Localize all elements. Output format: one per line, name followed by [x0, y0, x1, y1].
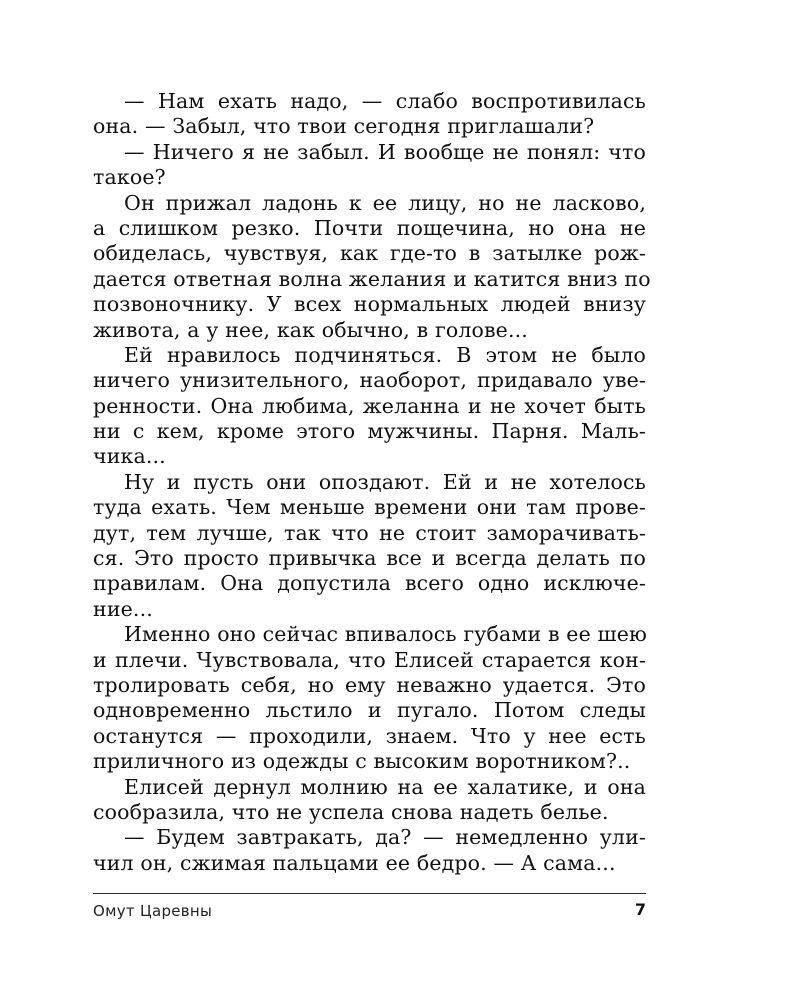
text-line: обиделась, чувствуя, как где-то в затылке рож-: [93, 241, 646, 266]
text-line: сообразила, что не успела снова надеть белье.: [93, 799, 609, 824]
text-line: и плечи. Чувствовала, что Елисей старается кон-: [93, 647, 646, 672]
running-footer-title: Омут Царевны: [93, 902, 213, 920]
text-line: позвоночнику. У всех нормальных людей внизу: [93, 292, 646, 317]
text-line: ние...: [93, 596, 153, 621]
text-line: Он прижал ладонь к ее лицу, но не ласково,: [124, 190, 646, 215]
text-line: чика...: [93, 444, 166, 469]
text-line: ся. Это просто привычка все и всегда делать по: [93, 546, 646, 571]
text-line: живота, а у нее, как обычно, в голове...: [93, 317, 528, 342]
text-line: — Нам ехать надо, — слабо воспротивилась: [124, 89, 646, 113]
text-line: Ну и пусть они опоздают. Ей и не хотелось: [124, 469, 646, 494]
text-line: Елисей дернул молнию на ее халатике, и она: [124, 774, 646, 799]
text-line: — Ничего я не забыл. И вообще не понял: что: [124, 139, 646, 164]
footer-divider: [93, 893, 646, 894]
page-number: 7: [634, 900, 646, 919]
text-line: дается ответная волна желания и катится вниз по: [93, 266, 651, 291]
text-line: тролировать себя, но ему неважно удается. Это: [93, 672, 646, 697]
text-line: ренности. Она любима, желанна и не хочет быть: [93, 393, 646, 418]
text-line: чил он, сжимая пальцами ее бедро. — А сама...: [93, 850, 616, 875]
body-text: [93, 89, 651, 876]
text-line: Именно оно сейчас впивалось губами в ее шею: [124, 622, 648, 647]
text-line: туда ехать. Чем меньше времени они там прове-: [93, 495, 646, 520]
text-line: правилам. Она допустила всего одно исключе-: [93, 571, 646, 596]
text-line: дут, тем лучше, так что не стоит заморачивать-: [93, 520, 646, 545]
text-line: ничего унизительного, наоборот, придавало уве-: [93, 368, 646, 393]
text-line: ни с кем, кроме этого мужчины. Парня. Маль-: [93, 419, 646, 444]
text-line: — Будем завтракать, да? — немедленно ули-: [124, 825, 646, 850]
text-line: Ей нравилось подчиняться. В этом не было: [124, 342, 646, 367]
text-line: а слишком резко. Почти пощечина, но она не: [93, 215, 646, 240]
text-line: приличного из одежды с высоким воротником?..: [93, 749, 631, 774]
text-line: такое?: [93, 165, 166, 190]
text-line: она. — Забыл, что твои сегодня приглашали?: [93, 114, 595, 139]
text-line: одновременно льстило и пугало. Потом следы: [93, 698, 646, 723]
text-line: останутся — проходили, знаем. Что у нее есть: [93, 723, 646, 748]
